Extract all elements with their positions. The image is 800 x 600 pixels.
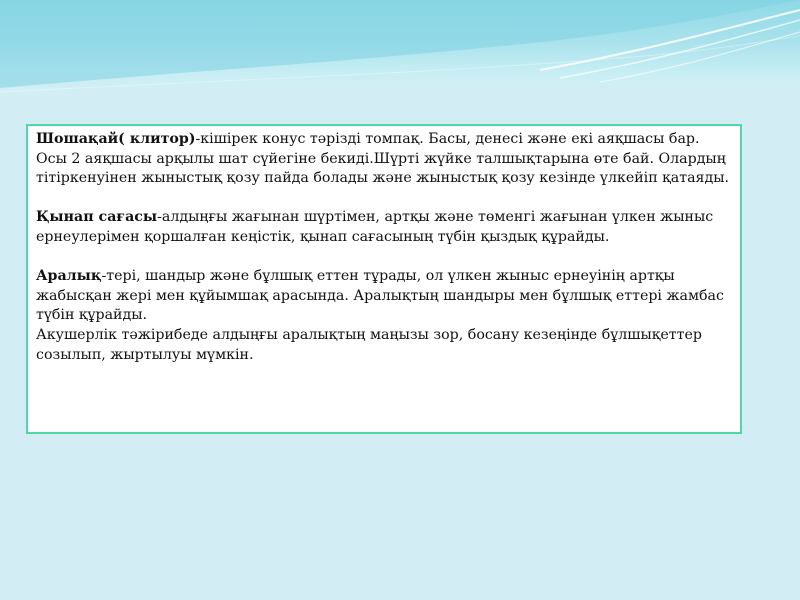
decorative-wave-lines bbox=[0, 0, 800, 110]
paragraph-perineum bbox=[36, 267, 732, 326]
term-vestibule: Қынап сағасы bbox=[36, 209, 158, 226]
definition-vestibule: -алдыңғы жағынан шүртімен, артқы және төменгі жағынан үлкен жыныс ернеулерімен қоршалған кеңістік, қынап сағасының түбін қыздық құрайды. bbox=[36, 209, 714, 245]
definition-clitoris: -кішірек конус тәрізді томпақ. Басы, денесі және екі аяқшасы бар. Осы 2 аяқшасы арқылы шат сүйегіне бекиді.Шүрті жүйке талшықтарына өте бай. Олардың тітіркенуінен жыныстық қозу пайда болады және жыныстық қозу кезінде үлкейіп қатаяды. bbox=[36, 131, 730, 187]
content-text-box bbox=[26, 124, 742, 434]
paragraph-obstetric-note bbox=[36, 326, 732, 365]
definition-perineum: -тері, шандыр және бұлшық еттен тұрады, ол үлкен жыныс ернеуінің артқы жабысқан жері мен құйымшақ арасында. Аралықтың шандыры мен бұлшық еттері жамбас түбін құрайды. bbox=[36, 268, 724, 324]
term-clitoris: Шошақай( клитор) bbox=[36, 131, 196, 147]
term-perineum: Аралық bbox=[36, 268, 102, 285]
paragraph-clitoris bbox=[36, 130, 732, 189]
paragraph-vestibule bbox=[36, 208, 732, 247]
obstetric-note-text: Акушерлік тәжірибеде алдыңғы аралықтың маңызы зор, босану кезеңінде бұлшықеттер созылып, жыртылуы мүмкін. bbox=[36, 326, 702, 363]
